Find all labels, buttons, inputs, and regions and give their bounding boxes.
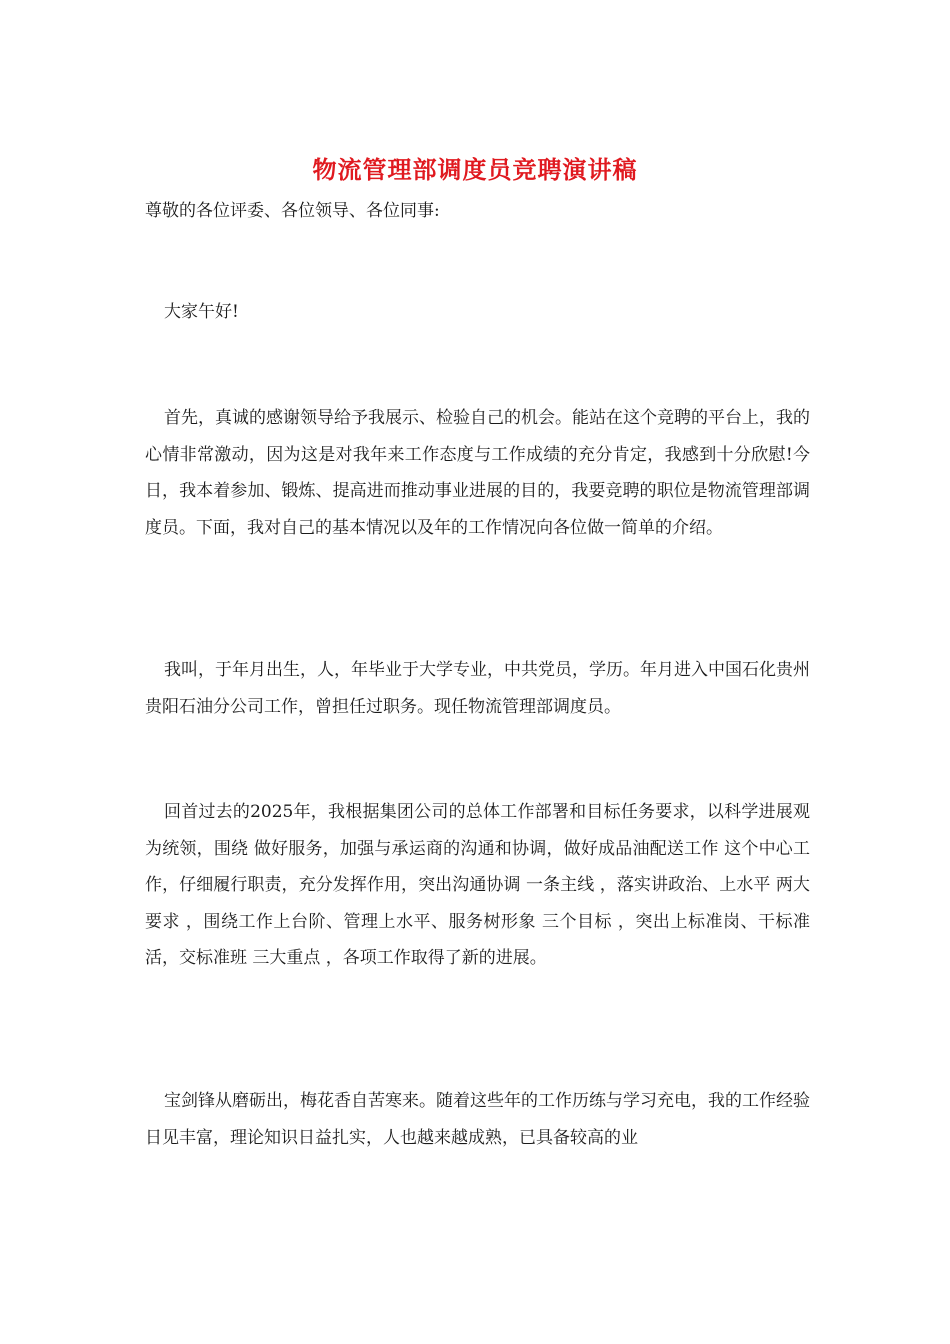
document-title: 物流管理部调度员竞聘演讲稿 bbox=[312, 155, 638, 184]
paragraph-growth: 宝剑锋从磨砺出，梅花香自苦寒来。随着这些年的工作历练与学习充电，我的工作经验日见丰富，理论知识日益扎实，人也越来越成熟，已具备较高的业 bbox=[145, 1091, 810, 1148]
paragraph-personal-info: 我叫，于年月出生，人，年毕业于大学专业，中共党员，学历。年月进入中国石化贵州贵阳石油分公司工作，曾担任过职务。现任物流管理部调度员。 bbox=[145, 660, 810, 717]
paragraph-introduction: 首先，真诚的感谢领导给予我展示、检验自己的机会。能站在这个竞聘的平台上，我的心情非常激动，因为这是对我年来工作态度与工作成绩的充分肯定，我感到十分欣慰!今日，我本着参加、锻炼、提高进而推动事业进展的目的，我要竞聘的职位是物流管理部调度员。下面，我对自己的基本情况以及年的工作情况向各位做一简单的介绍。 bbox=[145, 408, 810, 538]
paragraph-review: 回首过去的2025年，我根据集团公司的总体工作部署和目标任务要求，以科学进展观为统领，围绕 做好服务，加强与承运商的沟通和协调，做好成品油配送工作 这个中心工作，仔细履行职责，充分发挥作用，突出沟通协调 一条主线 ，落实讲政治、上水平 两大要求 ，围绕工作上台阶、管理上水平、服务树形象 三个目标 ，突出上标准岗、干标准活，交标准班 三大重点 ，各项工作取得了新的进展。 bbox=[145, 802, 810, 968]
paragraph-greeting: 大家午好! bbox=[164, 302, 239, 322]
salutation: 尊敬的各位评委、各位领导、各位同事: bbox=[145, 201, 440, 221]
